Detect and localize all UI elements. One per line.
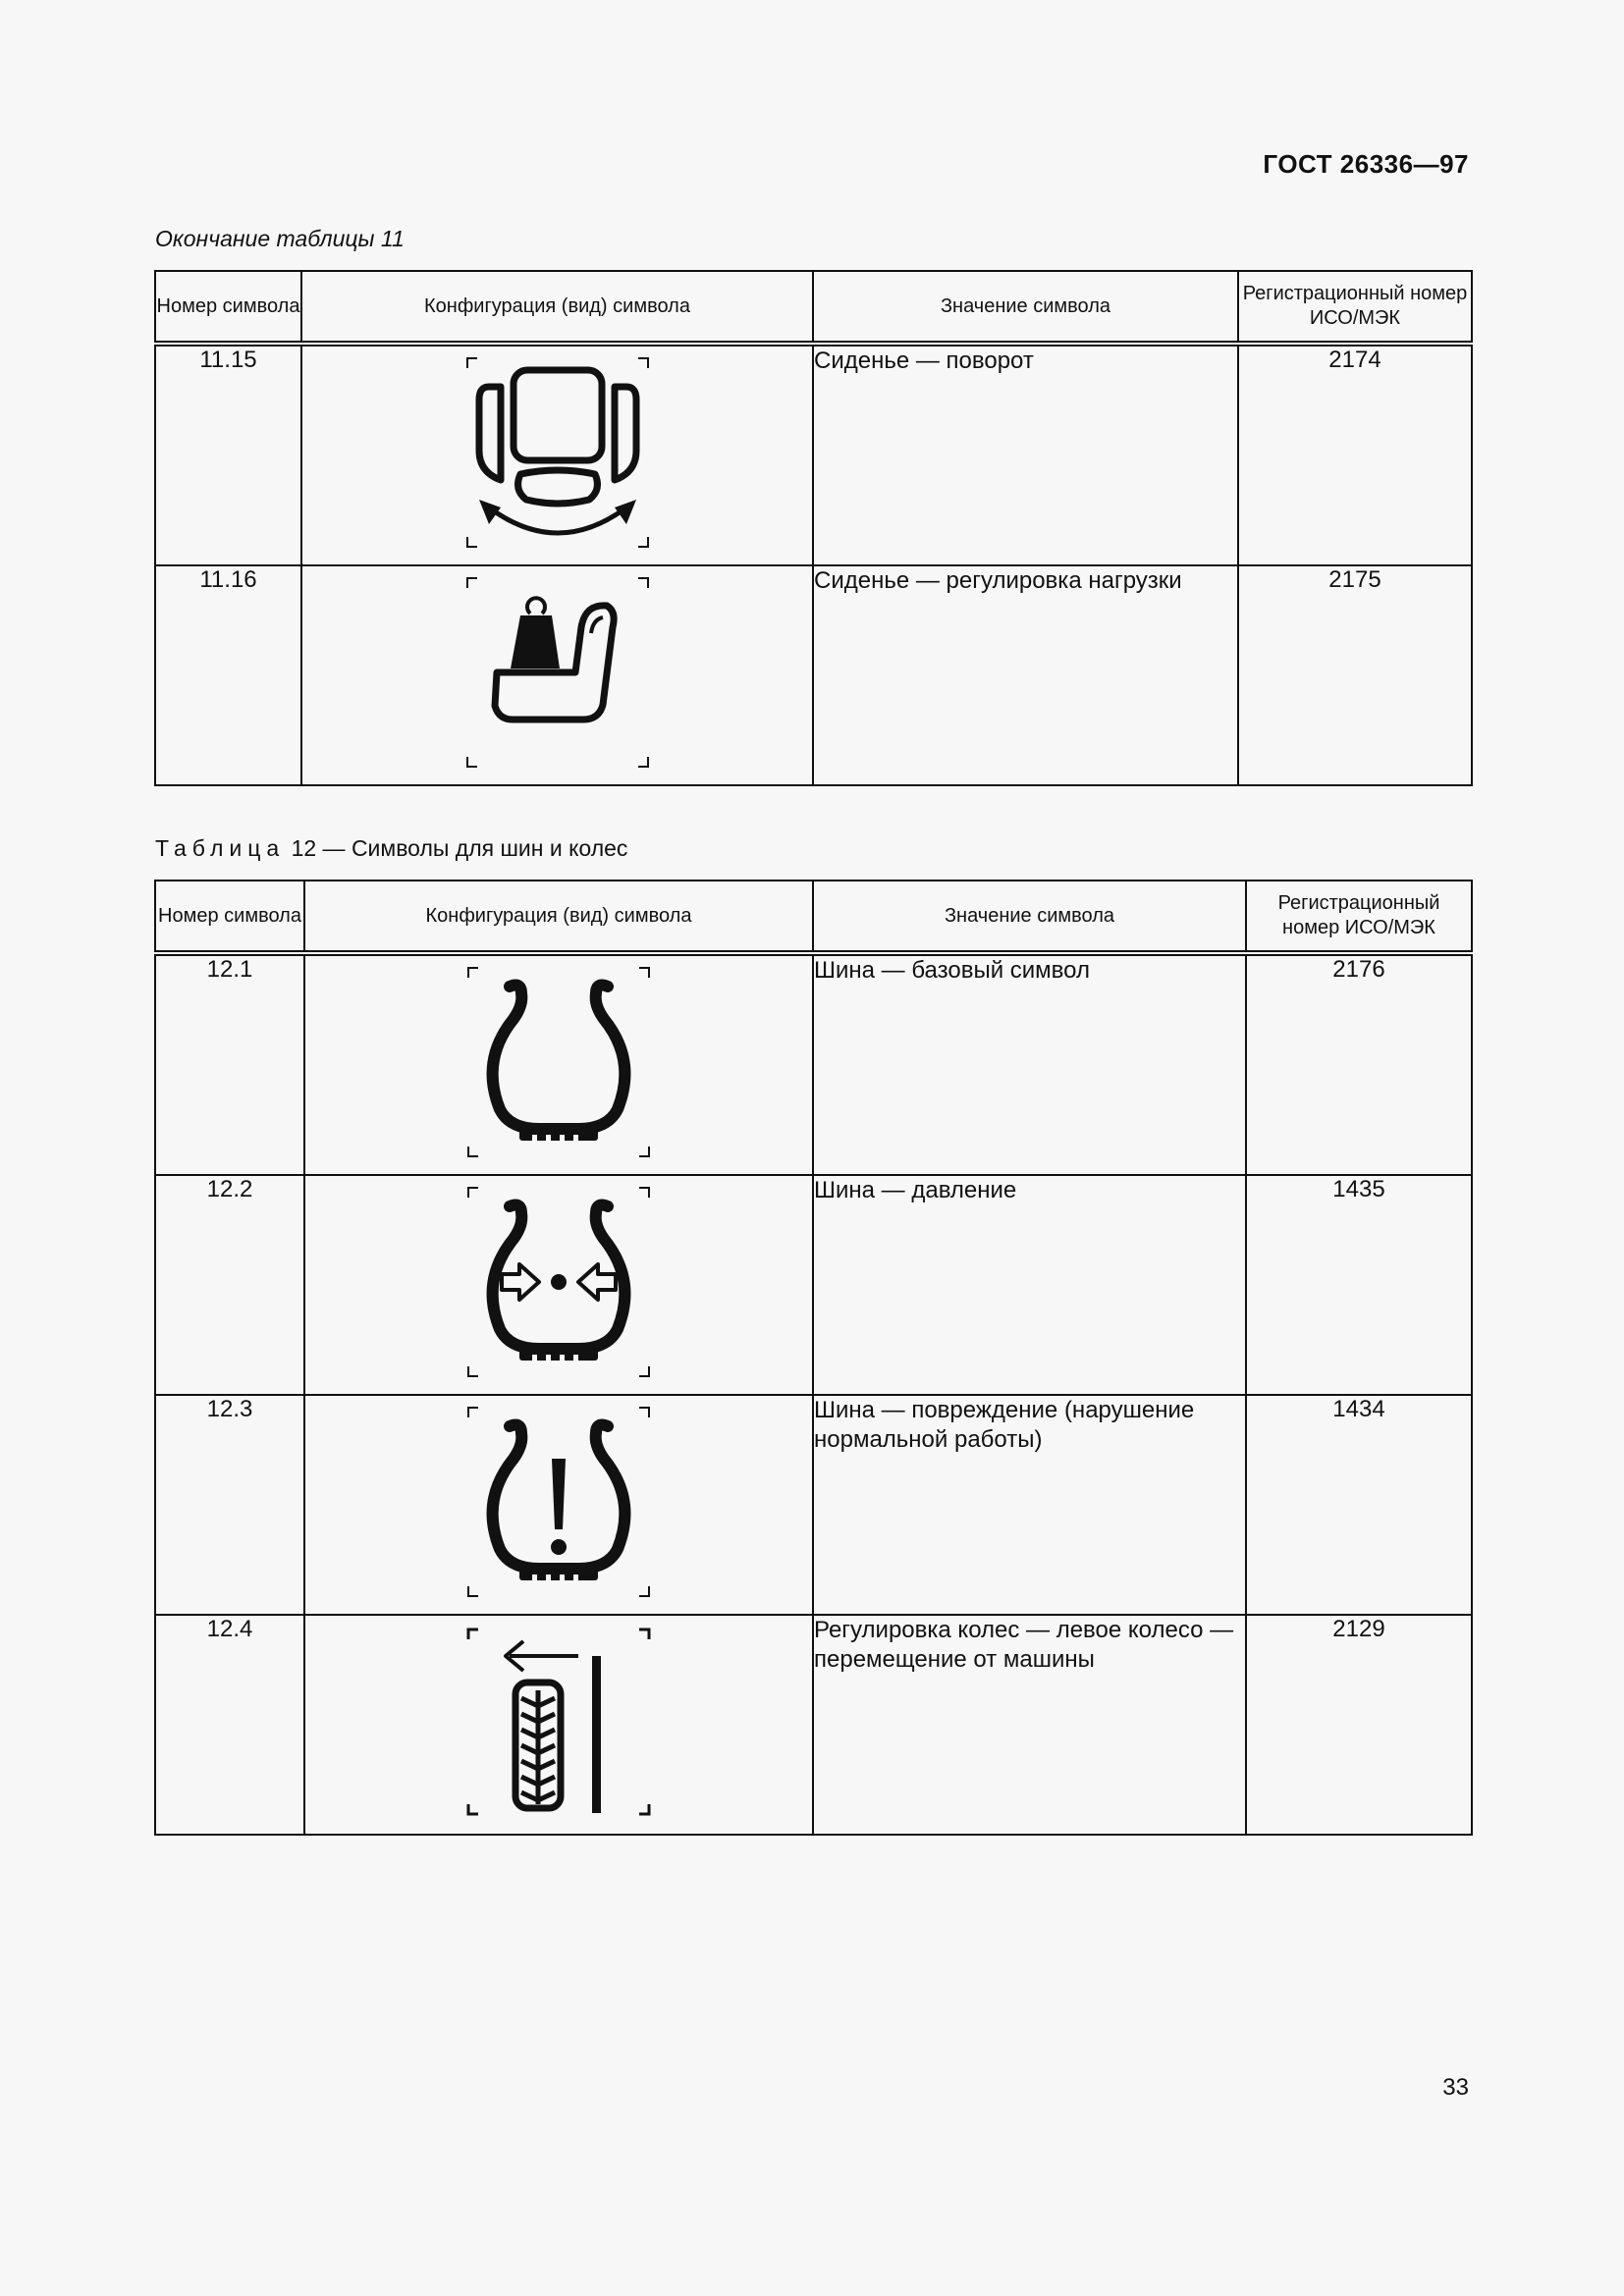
table-header-row: [155, 881, 1472, 953]
symbol-number: 12.2: [155, 1175, 304, 1395]
symbol-cell: [304, 953, 813, 1175]
symbol-meaning: Сиденье — поворот: [813, 344, 1238, 565]
tyre-pressure-icon: [460, 1182, 657, 1383]
table-11: [154, 270, 1473, 786]
table-row: [155, 344, 1472, 565]
table-12: [154, 880, 1473, 1836]
table-row: [155, 1615, 1472, 1835]
registration-number: 2175: [1238, 565, 1472, 785]
table-header-row: [155, 271, 1472, 344]
table12-caption-text: 12 — Символы для шин и колес: [291, 835, 628, 861]
wheel-left-outward-icon: [460, 1622, 657, 1823]
registration-number: 2176: [1246, 953, 1472, 1175]
document-code: ГОСТ 26336—97: [1263, 149, 1469, 179]
table-row: [155, 953, 1472, 1175]
symbol-number: 12.3: [155, 1395, 304, 1615]
symbol-cell: [304, 1615, 813, 1835]
table-row: [155, 1175, 1472, 1395]
symbol-meaning: Шина — базовый символ: [813, 953, 1246, 1175]
col-header-meaning: Значение символа: [813, 881, 1246, 953]
symbol-cell: [304, 1175, 813, 1395]
table-row: [155, 565, 1472, 785]
symbol-number: 12.4: [155, 1615, 304, 1835]
seat-load-adjust-icon: [460, 572, 656, 774]
symbol-meaning: Шина — повреждение (нарушение нормальной работы): [813, 1395, 1246, 1615]
seat-rotate-icon: [460, 352, 656, 554]
symbol-cell: [301, 344, 813, 565]
col-header-registration: Регистрационный номер ИСО/МЭК: [1238, 271, 1472, 344]
symbol-number: 11.16: [155, 565, 301, 785]
symbol-number: 11.15: [155, 344, 301, 565]
symbol-meaning: Шина — давление: [813, 1175, 1246, 1395]
col-header-meaning: Значение символа: [813, 271, 1238, 344]
table12-caption: [155, 835, 627, 862]
page-number: 33: [1442, 2074, 1469, 2101]
registration-number: 2174: [1238, 344, 1472, 565]
symbol-meaning: Сиденье — регулировка нагрузки: [813, 565, 1238, 785]
col-header-configuration: Конфигурация (вид) символа: [301, 271, 813, 344]
col-header-number: Номер символа: [155, 881, 304, 953]
symbol-cell: [304, 1395, 813, 1615]
registration-number: 1435: [1246, 1175, 1472, 1395]
col-header-registration: Регистрационный номер ИСО/МЭК: [1246, 881, 1472, 953]
table-row: [155, 1395, 1472, 1615]
tyre-basic-icon: [460, 962, 657, 1163]
symbol-cell: [301, 565, 813, 785]
tyre-failure-icon: [460, 1402, 657, 1603]
symbol-number: 12.1: [155, 953, 304, 1175]
col-header-number: Номер символа: [155, 271, 301, 344]
col-header-configuration: Конфигурация (вид) символа: [304, 881, 813, 953]
registration-number: 2129: [1246, 1615, 1472, 1835]
table12-caption-prefix: Таблица: [155, 835, 286, 861]
registration-number: 1434: [1246, 1395, 1472, 1615]
symbol-meaning: Регулировка колес — левое колесо — перемещение от машины: [813, 1615, 1246, 1835]
table11-caption: Окончание таблицы 11: [155, 226, 405, 251]
